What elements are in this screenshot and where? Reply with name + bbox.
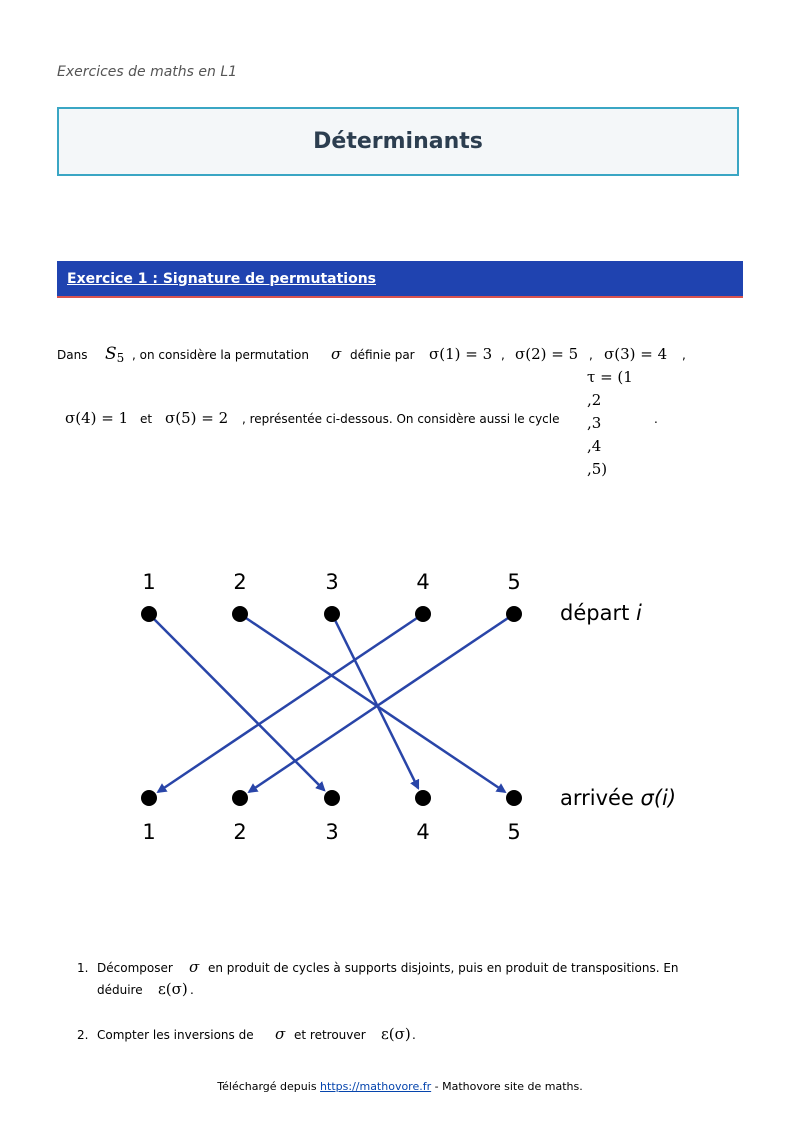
top-number-2: 2 xyxy=(233,570,247,594)
question-1-period: . xyxy=(190,983,194,997)
bottom-number-3: 3 xyxy=(325,820,339,844)
footer-suffix: - Mathovore site de maths. xyxy=(431,1080,583,1093)
question-1-text-c: déduire xyxy=(97,983,143,997)
bottom-number-5: 5 xyxy=(507,820,521,844)
footer-prefix: Téléchargé depuis xyxy=(217,1080,321,1093)
top-number-3: 3 xyxy=(325,570,339,594)
math-eq1: σ(1) = 3 xyxy=(429,345,493,363)
footer-link[interactable]: https://mathovore.fr xyxy=(320,1080,432,1093)
comma-2: , xyxy=(589,348,593,362)
question-2-number: 2. xyxy=(77,1028,89,1042)
top-dot-4 xyxy=(415,606,431,622)
bottom-dot-4 xyxy=(415,790,431,806)
arrow-2-to-5 xyxy=(240,614,505,792)
text-consider: , on considère la permutation xyxy=(132,348,309,362)
question-1-sigma: σ xyxy=(189,958,200,976)
text-defined-by: définie par xyxy=(350,348,415,362)
math-tau-cycle: τ = (1 ,2 ,3 ,4 ,5) xyxy=(587,368,633,478)
bottom-number-1: 1 xyxy=(142,820,156,844)
question-2-text-a: Compter les inversions de xyxy=(97,1028,254,1042)
question-1-text-a: Décomposer xyxy=(97,961,173,975)
top-dot-5 xyxy=(506,606,522,622)
bottom-dot-3 xyxy=(324,790,340,806)
question-1-number: 1. xyxy=(77,961,89,975)
math-s5: S5 xyxy=(105,344,125,365)
text-period: . xyxy=(654,412,658,426)
question-2-sigma: σ xyxy=(275,1025,286,1043)
math-eq3: σ(3) = 4 xyxy=(604,345,668,363)
exercise-title: Exercice 1 : Signature de permutations xyxy=(67,270,377,287)
bottom-dot-2 xyxy=(232,790,248,806)
text-represented: , représentée ci-dessous. On considère aussi le cycle xyxy=(242,412,560,426)
top-number-4: 4 xyxy=(416,570,430,594)
comma-1: , xyxy=(501,348,505,362)
bottom-row-label: arrivée σ(i) xyxy=(560,786,677,810)
question-2-text-b: et retrouver xyxy=(294,1028,366,1042)
top-dot-1 xyxy=(141,606,157,622)
footer xyxy=(0,1080,800,1093)
question-2-period: . xyxy=(412,1028,416,1042)
bottom-number-2: 2 xyxy=(233,820,247,844)
comma-3: , xyxy=(682,348,686,362)
top-number-1: 1 xyxy=(142,570,156,594)
bottom-number-4: 4 xyxy=(416,820,430,844)
page-header: Exercices de maths en L1 xyxy=(57,64,238,80)
math-sigma: σ xyxy=(331,345,342,363)
arrow-1-to-3 xyxy=(149,614,324,790)
question-1-eps: ε(σ) xyxy=(158,980,188,998)
question-1-text-b: en produit de cycles à supports disjoints, puis en produit de transpositions. En xyxy=(208,961,679,975)
math-eq4: σ(4) = 1 xyxy=(65,409,129,427)
question-2-eps: ε(σ) xyxy=(381,1025,411,1043)
text-dans: Dans xyxy=(57,348,88,362)
text-et: et xyxy=(140,412,153,426)
top-number-5: 5 xyxy=(507,570,521,594)
top-dot-3 xyxy=(324,606,340,622)
page-title: Déterminants xyxy=(313,129,483,154)
math-eq2: σ(2) = 5 xyxy=(515,345,579,363)
bottom-dot-5 xyxy=(506,790,522,806)
arrow-3-to-4 xyxy=(332,614,418,788)
top-row-label: départ i xyxy=(560,601,642,625)
math-eq5: σ(5) = 2 xyxy=(165,409,229,427)
top-dot-2 xyxy=(232,606,248,622)
bottom-dot-1 xyxy=(141,790,157,806)
